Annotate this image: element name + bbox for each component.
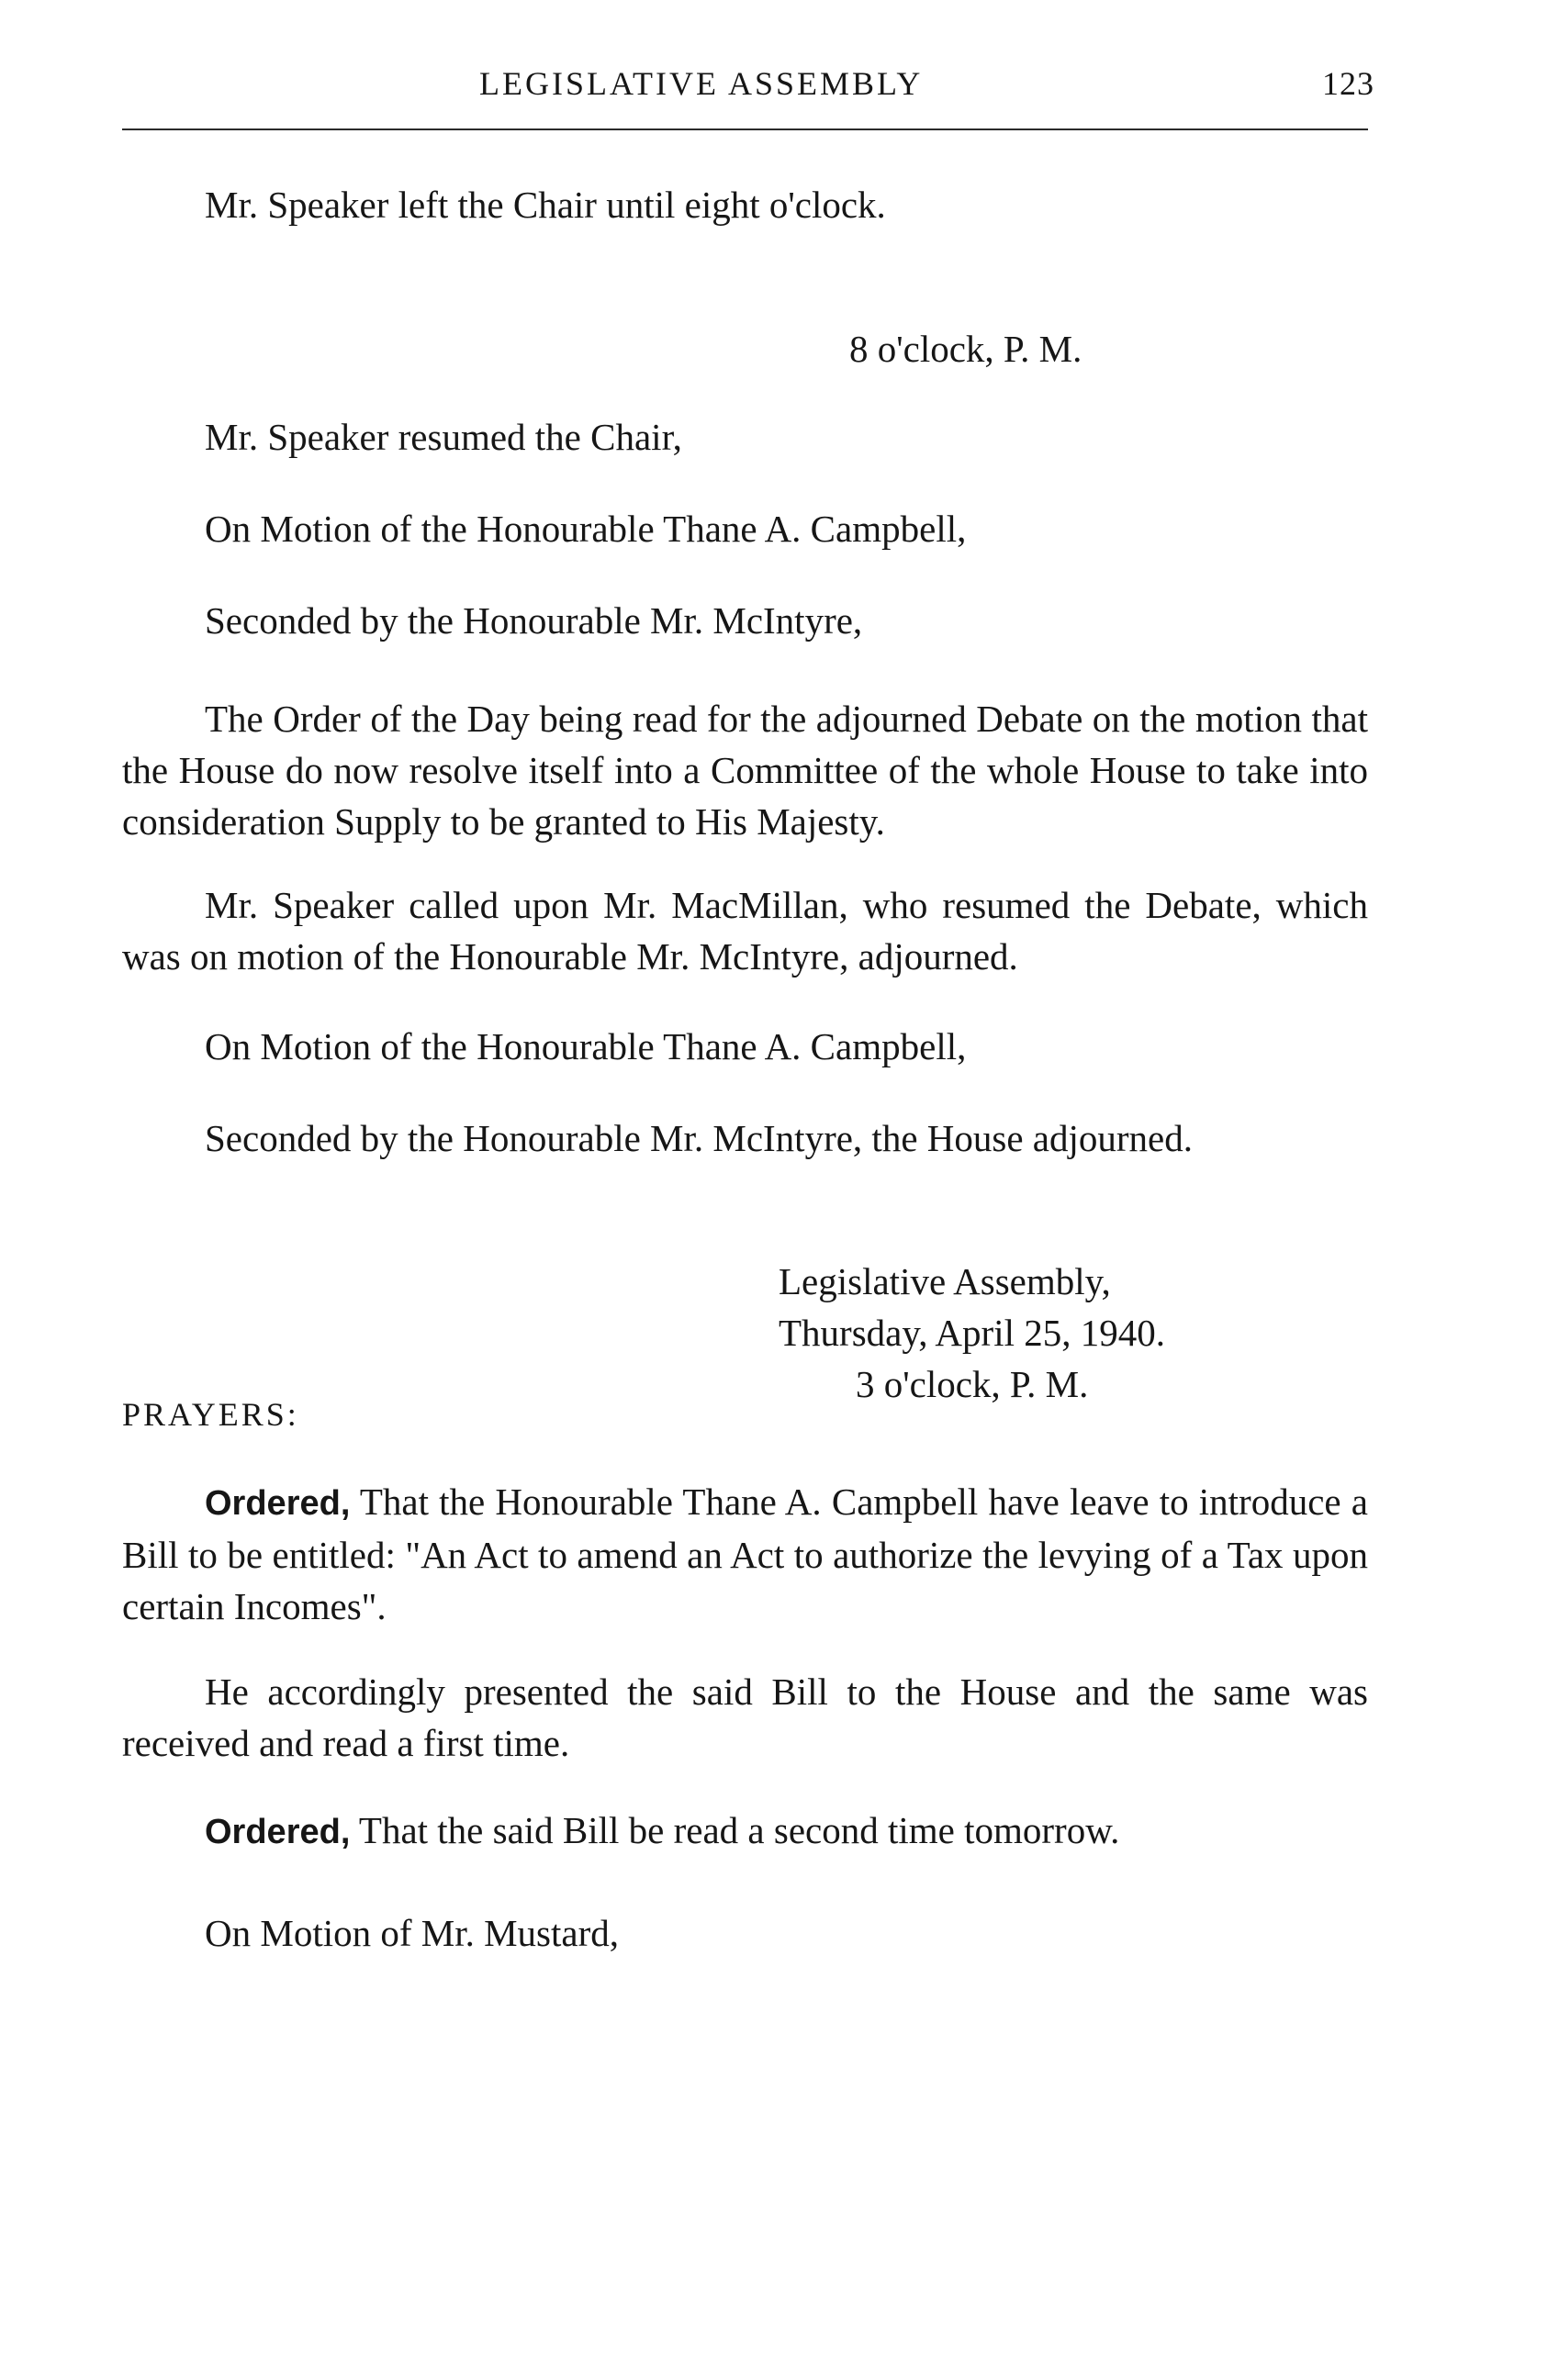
paragraph-motion-mover: On Motion of the Honourable Thane A. Campbell,	[205, 508, 967, 550]
ordered-label: Ordered,	[205, 1813, 351, 1851]
page-number: 123	[1322, 65, 1374, 102]
paragraph-motion-mustard: On Motion of Mr. Mustard,	[205, 1912, 619, 1954]
paragraph-debate-resumed: Mr. Speaker called upon Mr. MacMillan, who resumed the Debate, which was on motion of the Honourable Mr. McIntyre, adjourned.	[122, 884, 1368, 978]
dateline-date: Thursday, April 25, 1940.	[779, 1312, 1165, 1354]
paragraph-speaker-left: Mr. Speaker left the Chair until eight o'clock.	[205, 184, 886, 226]
paragraph-bill-presented: He accordingly presented the said Bill to the House and the same was received and read a first time.	[122, 1670, 1368, 1764]
paragraph-house-adjourned: Seconded by the Honourable Mr. McIntyre, the House adjourned.	[205, 1117, 1193, 1159]
ordered-leave-text: That the Honourable Thane A. Campbell have leave to introduce a Bill to be entitled: "An Act to amend an Act to authorize the levying of a Tax upon certain Incomes".	[122, 1481, 1368, 1627]
prayers-heading: PRAYERS:	[122, 1396, 299, 1433]
paragraph-motion-seconder: Seconded by the Honourable Mr. McIntyre,	[205, 599, 863, 642]
paragraph-speaker-resumed: Mr. Speaker resumed the Chair,	[205, 416, 682, 458]
paragraph-order-of-day: The Order of the Day being read for the adjourned Debate on the motion that the House do now resolve itself into a Committee of the whole House to take into consideration Supply to be granted to His Majesty.	[122, 698, 1368, 843]
time-heading-evening: 8 o'clock, P. M.	[849, 328, 1082, 370]
running-head-title: LEGISLATIVE ASSEMBLY	[479, 65, 924, 102]
ordered-second-reading-text: That the said Bill be read a second time tomorrow.	[350, 1809, 1120, 1851]
dateline-time: 3 o'clock, P. M.	[856, 1363, 1089, 1405]
paragraph-ordered-second-reading	[122, 1805, 1368, 1858]
ordered-label: Ordered,	[205, 1484, 351, 1523]
dateline-assembly: Legislative Assembly,	[779, 1260, 1111, 1302]
paragraph-adjourn-mover: On Motion of the Honourable Thane A. Campbell,	[205, 1025, 967, 1067]
paragraph-ordered-leave	[122, 1476, 1368, 1632]
header-rule	[122, 128, 1368, 130]
